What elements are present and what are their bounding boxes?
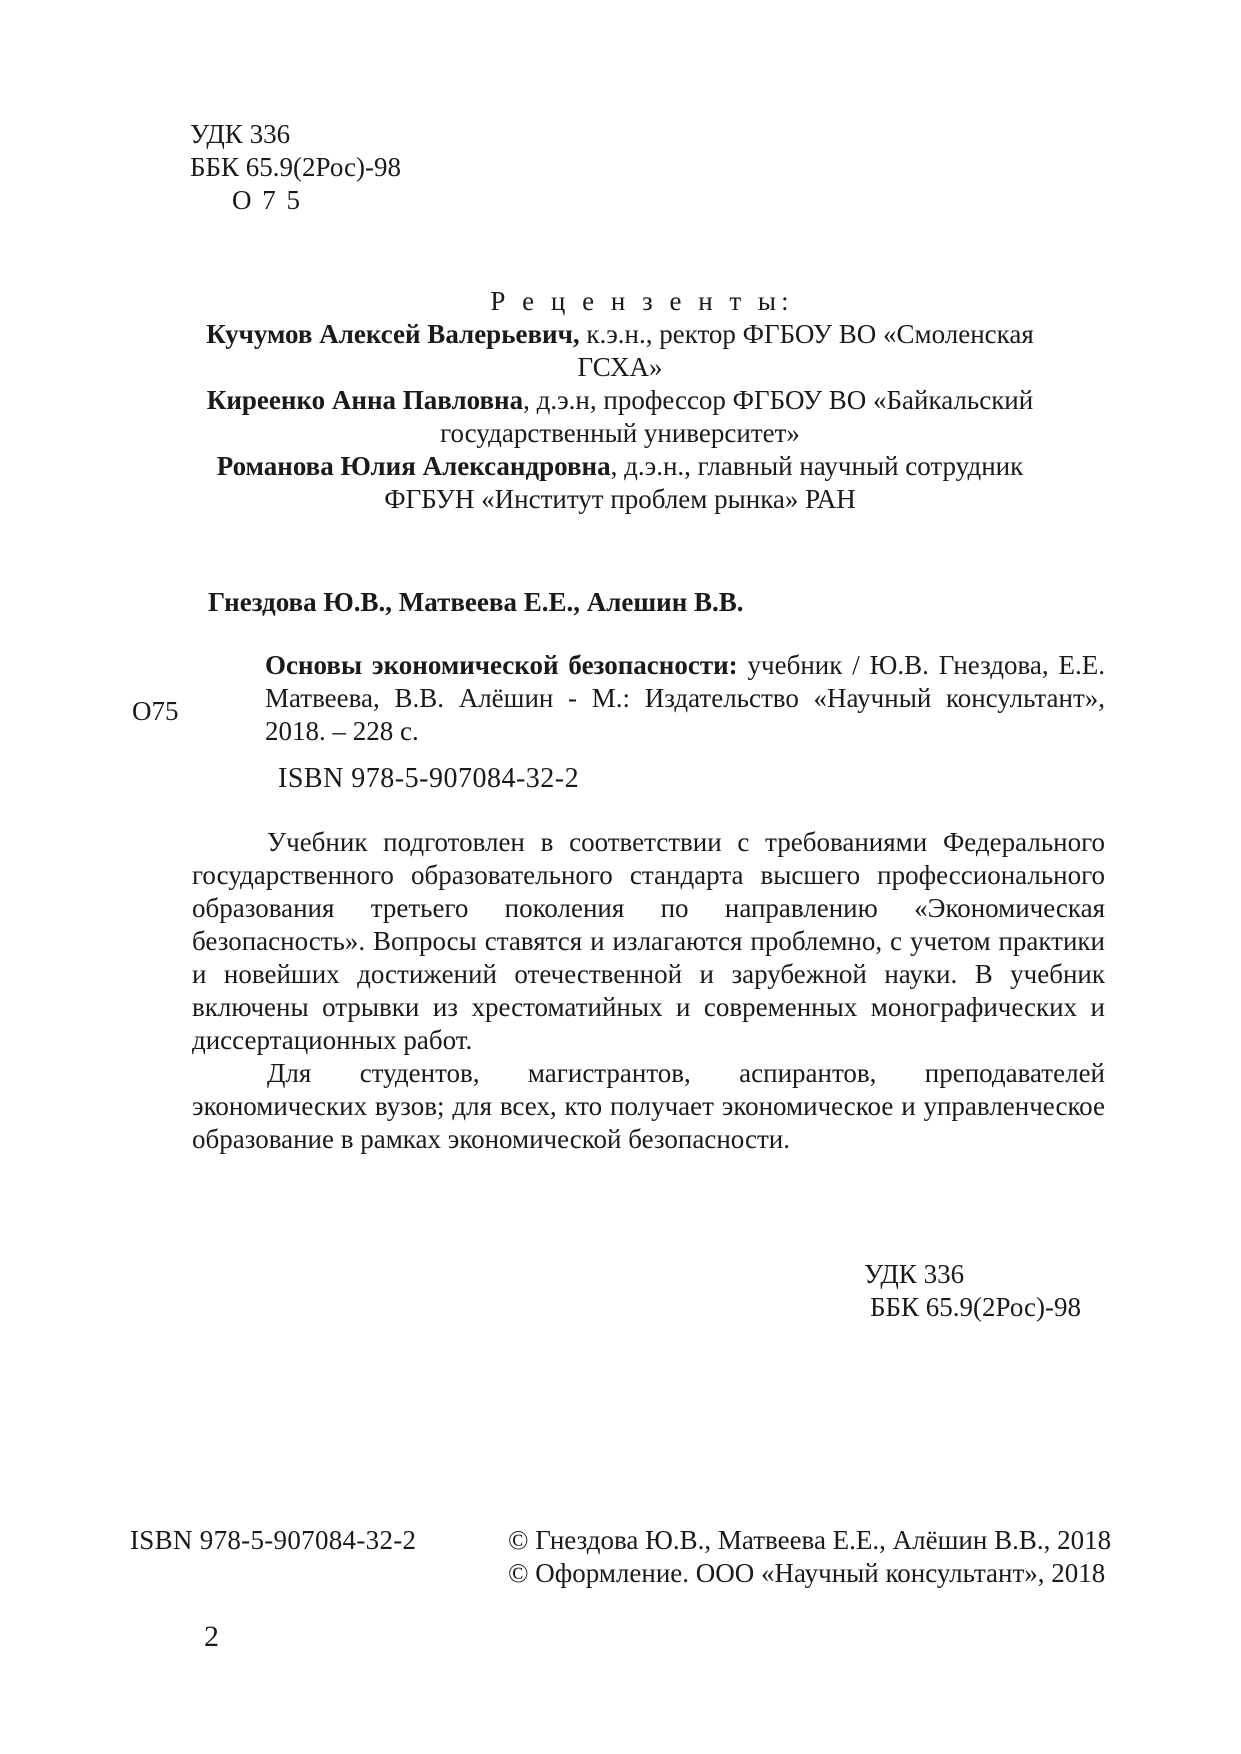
reviewer-2 [150, 384, 1090, 450]
reviewer-3 [150, 450, 1090, 516]
page-number: 2 [204, 1620, 219, 1653]
bbk-code: ББК 65.9(2Рос)-98 [190, 152, 401, 182]
reviewers-heading: Р е ц е н з е н т ы: [490, 286, 794, 316]
reviewer-name: Киреенко Анна Павловна [206, 385, 524, 415]
reviewer-name: Кучумов Алексей Валерьевич, [206, 319, 580, 349]
reviewer-affiliation: государственный университет» [440, 418, 800, 448]
author-sign: О 7 5 [232, 185, 302, 215]
book-description: учебник / Ю.В. Гнездова, Е.Е. Матвеева, В.В. Алёшин - М.: Издательство «Научный консультант», 2018. – 228 с. [265, 650, 1106, 746]
copyright-design: © Оформление. ООО «Научный консультант», 2018 [508, 1558, 1106, 1588]
reviewer-title: , д.э.н., главный научный сотрудник [610, 451, 1024, 481]
reviewer-affiliation: ГСХА» [577, 352, 663, 382]
udk-code: УДК 336 [190, 119, 291, 149]
bbk-code-bottom: ББК 65.9(2Рос)-98 [870, 1292, 1081, 1322]
reviewer-title: , д.э.н, профессор ФГБОУ ВО «Байкальский [523, 385, 1034, 415]
reviewer-1 [150, 318, 1090, 384]
copyright-block [508, 1524, 1111, 1590]
reviewer-name: Романова Юлия Александровна [216, 451, 611, 481]
bibliographic-code: О75 [132, 696, 179, 726]
reviewer-title: к.э.н., ректор ФГБОУ ВО «Смоленская [579, 319, 1034, 349]
annotation-paragraph: Для студентов, магистрантов, аспирантов, преподавателей экономических вузов; для всех, кто получает экономическое и управленческое образование в рамках экономической безопасности. [192, 1058, 1105, 1154]
bibliographic-record [265, 649, 1105, 748]
reviewer-affiliation: ФГБУН «Институт проблем рынка» РАН [384, 484, 856, 514]
isbn-footer: ISBN 978-5-907084-32-2 [130, 1525, 417, 1555]
book-title: Основы экономической безопасности: [265, 650, 738, 680]
annotation-paragraph: Учебник подготовлен в соответствии с требованиями Федерального государственного образовательного стандарта высшего профессионального образования третьего поколения по направлению «Экономическая безопасность». Вопросы ставятся и излагаются проблемно, с учетом практики и новейших достижений отечественной и зарубежной науки. В учебник включены отрывки из хрестоматийных и современных монографических и диссертационных работ. [192, 827, 1105, 1055]
isbn-record: ISBN 978-5-907084-32-2 [278, 763, 580, 794]
authors-line: Гнездова Ю.В., Матвеева Е.Е., Алешин В.В. [208, 587, 744, 617]
udk-code-bottom: УДК 336 [864, 1259, 965, 1289]
copyright-authors: © Гнездова Ю.В., Матвеева Е.Е., Алёшин В.В., 2018 [508, 1525, 1112, 1555]
reviewers-block [150, 285, 1090, 516]
annotation [192, 826, 1105, 1156]
